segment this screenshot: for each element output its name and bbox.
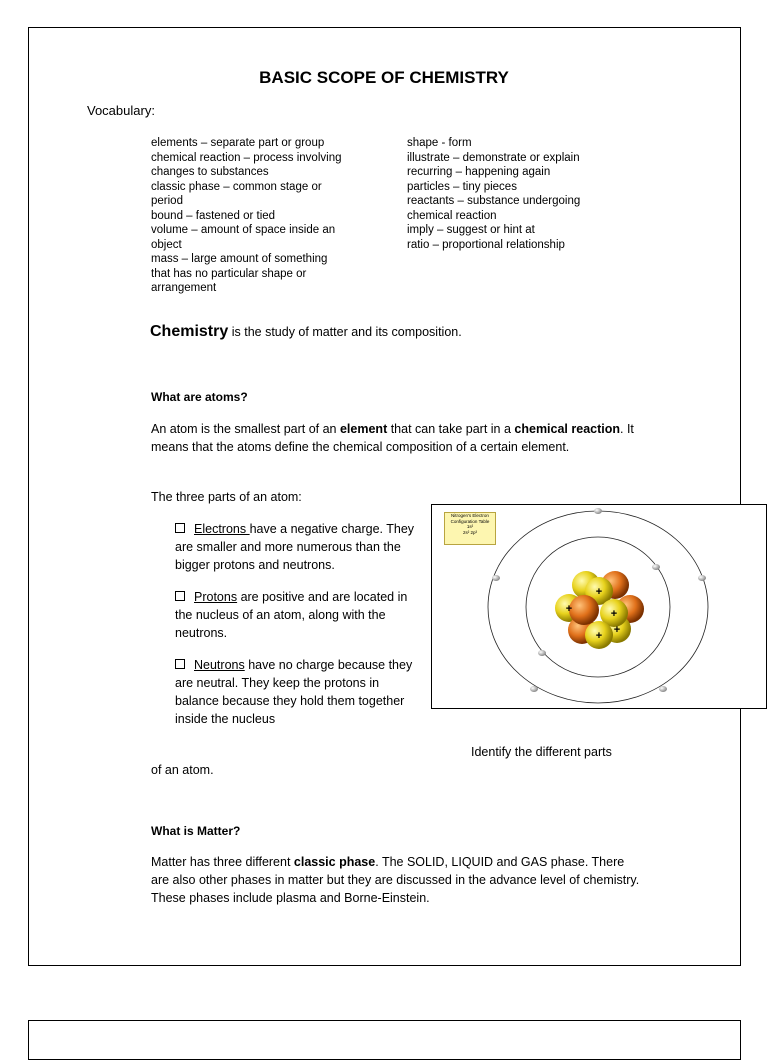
vocabulary-line: changes to substances [151, 166, 269, 178]
vocabulary-line: volume – amount of space inside an [151, 224, 336, 236]
electrons-item [175, 520, 425, 574]
electron-dot [538, 650, 546, 656]
atom-parts-intro: The three parts of an atom: [151, 490, 302, 504]
chemistry-term: Chemistry [150, 323, 229, 340]
vocabulary-line: mass – large amount of something [151, 253, 328, 265]
vocabulary-line: bound – fastened or tied [151, 209, 276, 222]
atom-diagram-figure [431, 504, 767, 709]
vocabulary-line: object [151, 238, 182, 251]
matter-text-2: . The SOLID, LIQUID and GAS phase. There are also other phases in matter but they are discussed in the advance level of chemistry. These phases include plasma and Borne-Einstein. [151, 855, 640, 905]
electron-dot [659, 686, 667, 692]
plus-sign: + [595, 586, 603, 598]
checkbox-bullet-icon [175, 523, 185, 533]
atom-def-text-3: . It means that the atoms define the chemical composition of a certain element. [151, 422, 634, 454]
vocabulary-label: Vocabulary: [87, 103, 155, 118]
protons-item [175, 588, 425, 642]
legend-row-2: 2s² 2p³ [462, 529, 477, 535]
next-document-page [28, 1020, 741, 1060]
atom-definition-paragraph [151, 420, 641, 456]
vocabulary-line: classic phase – common stage or [151, 180, 322, 193]
protons-term: Protons [194, 590, 238, 604]
protons-text: are positive and are located in the nucleus of an atom, along with the neutrons. [175, 590, 408, 640]
neutrons-term: Neutrons [194, 658, 245, 672]
checkbox-bullet-icon [175, 591, 185, 601]
page-title: BASIC SCOPE OF CHEMISTRY [259, 68, 509, 87]
figure-caption-line-2: of an atom. [151, 763, 214, 777]
matter-paragraph [151, 853, 641, 907]
vocabulary-line: arrangement [151, 282, 217, 294]
neutrons-item [175, 656, 425, 728]
classic-phase-term: classic phase [293, 855, 376, 869]
vocabulary-left-column [151, 136, 341, 296]
electron-dot [698, 575, 706, 581]
neutron-sphere [569, 595, 599, 625]
vocabulary-line: chemical reaction [407, 209, 497, 222]
atom-def-text-2: that can take part in a [387, 422, 515, 436]
vocabulary-line: imply – suggest or hint at [407, 224, 535, 236]
atoms-heading: What are atoms? [151, 390, 248, 404]
element-term: element [339, 422, 388, 436]
electron-dot [594, 508, 602, 514]
document-page [28, 27, 741, 966]
plus-sign: + [610, 608, 618, 620]
plus-sign: + [595, 630, 603, 642]
electron-dot [652, 564, 660, 570]
neutrons-text: have no charge because they are neutral. They keep the protons in balance because they hold them together inside the nucleus [175, 658, 413, 726]
electrons-text: have a negative charge. They are smaller and more numerous than the bigger protons and neutrons. [175, 522, 415, 572]
vocabulary-line: recurring – happening again [407, 166, 551, 178]
vocabulary-line: period [151, 195, 183, 207]
figure-caption-line-1: Identify the different parts [471, 745, 612, 759]
electron-dot [492, 575, 500, 581]
vocabulary-line: illustrate – demonstrate or explain [407, 151, 580, 164]
chemical-reaction-term: chemical reaction [514, 422, 621, 436]
matter-text-1: Matter has three different [151, 855, 294, 869]
legend-title: Nitrogen's Electron Configuration Table [450, 513, 490, 524]
legend-row-1: 1s² [466, 524, 474, 529]
plus-sign: + [565, 603, 573, 615]
electron-dot [530, 686, 538, 692]
vocabulary-line: particles – tiny pieces [407, 180, 517, 193]
vocabulary-line: that has no particular shape or [151, 267, 307, 280]
chemistry-definition-text: is the study of matter and its composition. [228, 325, 462, 339]
matter-heading: What is Matter? [151, 824, 241, 838]
electron-configuration-legend [444, 512, 496, 545]
vocabulary-line: reactants – substance undergoing [407, 195, 581, 207]
vocabulary-line: chemical reaction – process involving [151, 151, 342, 164]
electrons-term: Electrons [194, 522, 250, 536]
vocabulary-right-column [407, 136, 580, 252]
checkbox-bullet-icon [175, 659, 185, 669]
chemistry-definition [150, 323, 462, 341]
plus-sign: + [613, 624, 621, 636]
vocabulary-line: elements – separate part or group [151, 137, 325, 149]
vocabulary-line: shape - form [407, 137, 472, 149]
vocabulary-line: ratio – proportional relationship [407, 238, 565, 251]
atom-def-text-1: An atom is the smallest part of an [151, 422, 340, 436]
